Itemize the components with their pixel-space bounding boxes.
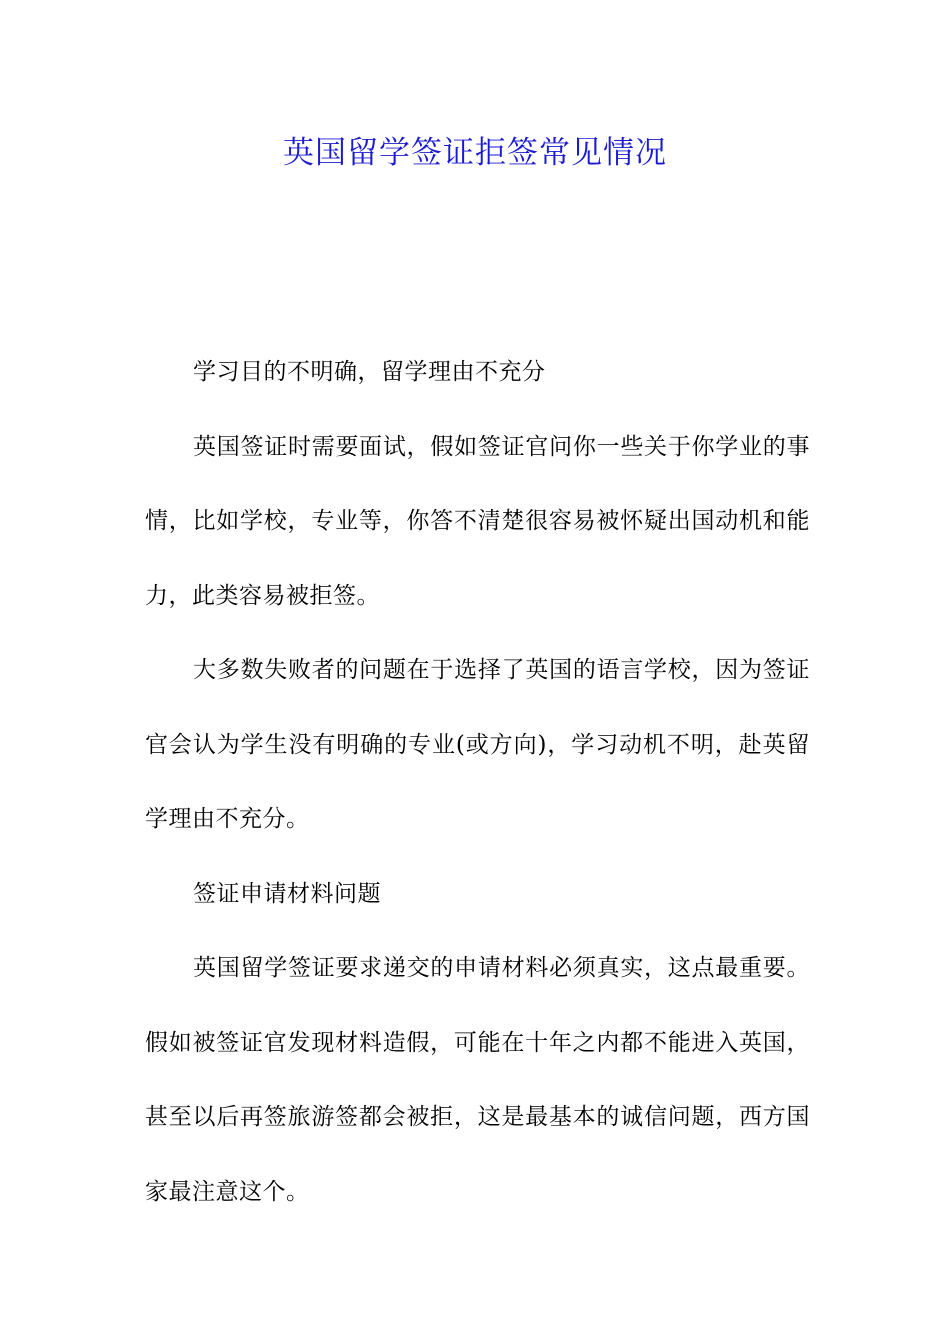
paragraph-heading-materials: 签证申请材料问题 [193, 880, 381, 907]
paragraph-heading-study-purpose: 学习目的不明确，留学理由不充分 [193, 359, 546, 385]
paragraph-interview: 英国签证时需要面试，假如签证官问你一些关于你学业的事情，比如学校，专业等，你答不清楚很容易被怀疑出国动机和能力，此类容易被拒签。 [145, 433, 810, 609]
paragraph-language-school: 大多数失败者的问题在于选择了英国的语言学校，因为签证官会认为学生没有明确的专业(或方向)，学习动机不明，赴英留学理由不充分。 [145, 657, 810, 832]
paragraph-materials-authenticity: 英国留学签证要求递交的申请材料必须真实，这点最重要。假如被签证官发现材料造假，可能在十年之内都不能进入英国，甚至以后再签旅游签都会被拒，这是最基本的诚信问题，西方国家最注意这个。 [145, 955, 810, 1205]
document-body [145, 335, 810, 1229]
document-title: 英国留学签证拒签常见情况 [283, 135, 667, 171]
